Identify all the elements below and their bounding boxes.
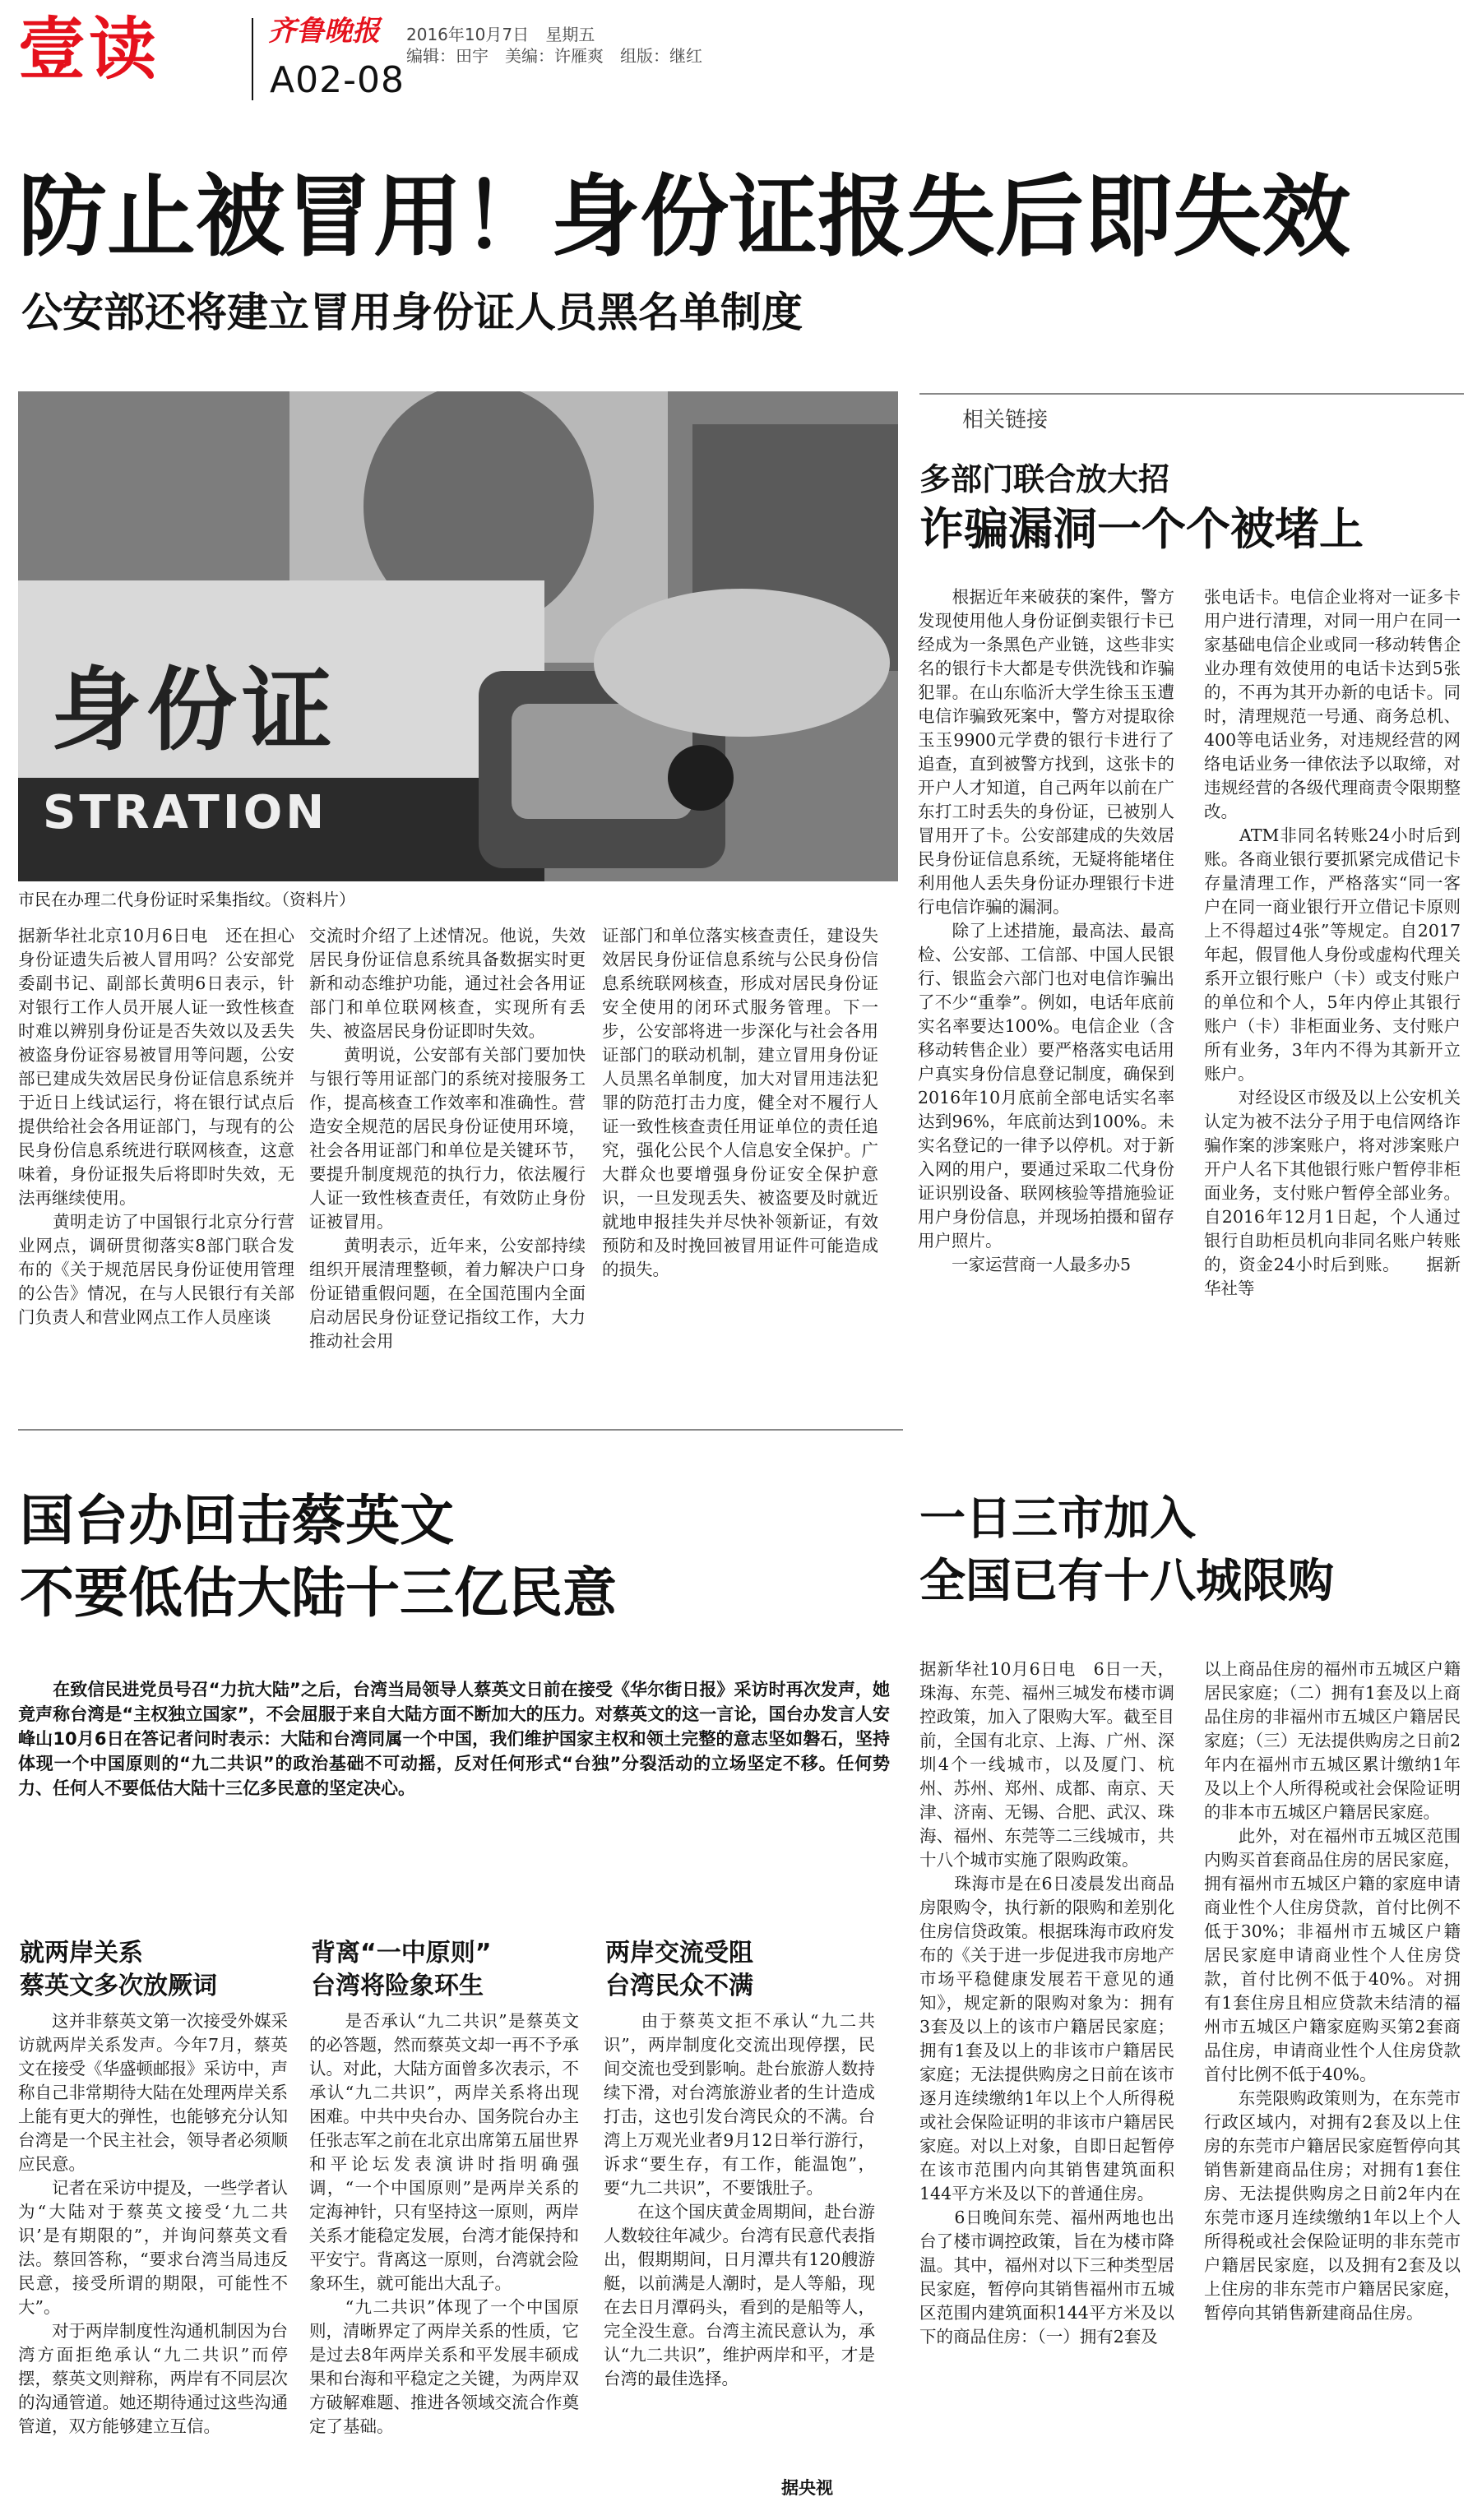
taiwan-sub1-title-1: 就两岸关系 [20, 1939, 143, 1967]
sidebar-title: 诈骗漏洞一个个被堵上 [919, 503, 1364, 555]
sidebar-column-1: 根据近年来破获的案件，警方发现使用他人身份证倒卖银行卡已经成为一条黑色产业链，这些非实名的银行卡大都是专供洗钱和诈骗犯罪。在山东临沂大学生徐玉玉遭电信诈骗致死案中，警方对提取徐玉玉9900元学费的银行卡进行了追查，直到被警方找到，这张卡的开户人才知道，自己两年以前在广东打工时丢失的身份证，已被别人冒用开了卡。公安部建成的失效居民身份证信息系统，无疑将能堵住利用他人丢失身份证办理银行卡进行电信诈骗的漏洞。 除了上述措施，最高法、最高检、公安部、工信部、中国人民银行、银监会六部门也对电信诈骗出了不少“重拳”。例如，电话年底前实名率要达100%。电信企业（含移动转售企业）要严格落实电话用户真实身份信息登记制度，确保到2016年10月底前全部电话实名率达到96%，年底前达到100%。未实名登记的一律予以停机。对于新入网的用户，要通过采取二代身份证识别设备、联网核验等措施验证用户身份信息，并现场拍摄和留存用户照片。 一家运营商一人最多办5 [918, 587, 1174, 1274]
housing-column-1: 据新华社10月6日电 6日一天，珠海、东莞、福州三城发布楼市调控政策，加入了限购大军。截至目前，全国有北京、上海、广州、深圳4个一线城市，以及厦门、杭州、苏州、郑州、成都、南京、天津、济南、无锡、合肥、武汉、珠海、福州、东莞等二三线城市，共十八个城市实施了限购政策。 珠海市是在6日凌晨发出商品房限购令，执行新的限购和差别化住房信贷政策。根据珠海市政府发布的《关于进一步促进我市房地产市场平稳健康发展若干意见的通知》，规定新的限购对象为：拥有3套及以上的该市户籍居民家庭；拥有1套及以上的非该市户籍居民家庭；无法提供购房之日前在该市逐月连续缴纳1年以上个人所得税或社会保险证明的非该市户籍居民家庭。对以上对象，自即日起暂停在该市范围内向其销售建筑面积144平方米及以下的普通住房。 6日晚间东莞、福州两地也出台了楼市调控政策，旨在为楼市降温。其中，福州对以下三种类型居民家庭，暂停向其销售福州市五城区范围内建筑面积144平方米及以下的商品住房：（一）拥有2套及 [919, 1659, 1174, 2347]
section-title: 壹读 [18, 11, 160, 89]
taiwan-sub1-body: 这并非蔡英文第一次接受外媒采访就两岸关系发声。今年7月，蔡英文在接受《华盛顿邮报》采访中，声称自己非常期待大陆在处理两岸关系上能有更大的弹性，也能够充分认知台湾是一个民主社会，领导者必须顺应民意。 记者在采访中提及，一些学者认为“大陆对于蔡英文接受‘九二共识’是有期限的”，并询问蔡英文看法。蔡回答称，“要求台湾当局违反民意，接受所谓的期限，可能性不大”。 对于两岸制度性沟通机制因为台湾方面拒绝承认“九二共识”而停摆，蔡英文则辩称，两岸有不同层次的沟通管道。她还期待通过这些沟通管道，双方能够建立互信。 [18, 2011, 288, 2436]
taiwan-sub2-body: 是否承认“九二共识”是蔡英文的必答题，然而蔡英文却一再不予承认。对此，大陆方面曾多次表示，不承认“九二共识”，两岸关系将出现困难。中共中央台办、国务院台办主任张志军之前在北京出席第五届世界和平论坛发表演讲时指明确强调，“一个中国原则”是两岸关系的定海神针，只有坚持这一原则，两岸关系才能稳定发展，台湾才能保持和平安宁。背离这一原则，台湾就会险象环生，就可能出大乱子。 “九二共识”体现了一个中国原则，清晰界定了两岸关系的性质，它是过去8年两岸关系和平发展丰硕成果和台海和平稳定之关键，为两岸双方破解难题、推进各领域交流合作奠定了基础。 [309, 2011, 579, 2436]
paper-logo: 齐鲁晚报 [268, 15, 380, 48]
housing-headline-2: 全国已有十八城限购 [919, 1555, 1334, 1608]
issue-date [406, 21, 595, 45]
editors: 编辑：田宇 美编：许雁爽 组版：继红 [406, 46, 702, 66]
taiwan-headline-1: 国台办回击蔡英文 [20, 1489, 454, 1552]
main-column-2: 交流时介绍了上述情况。他说，失效居民身份证信息系统具备数据实时更新和动态维护功能，通过社会各用证部门和单位联网核查，实现所有丢失、被盗居民身份证即时失效。 黄明说，公安部有关部门要加快与银行等用证部门的系统对接服务工作，提高核查工作效率和准确性。营造安全规范的居民身份证使用环境，社会各用证部门和单位是关键环节，要提升制度规范的执行力，依法履行人证一致性核查责任，有效防止身份证被冒用。 黄明表示，近年来，公安部持续组织开展清理整顿，着力解决户口身份证错重假问题，在全国范围内全面启动居民身份证登记指纹工作，大力推动社会用 [309, 926, 586, 1351]
main-subhead: 公安部还将建立冒用身份证人员黑名单制度 [21, 289, 803, 336]
taiwan-headline-2: 不要低估大陆十三亿民意 [20, 1561, 617, 1625]
taiwan-top-rule [18, 1429, 903, 1431]
taiwan-sub2-title-2: 台湾将险象环生 [311, 1972, 484, 2000]
sidebar-top-rule [919, 393, 1464, 395]
news-photo [18, 391, 898, 881]
sidebar-kicker: 多部门联合放大招 [919, 461, 1170, 497]
sidebar-column-2: 张电话卡。电信企业将对一证多卡用户进行清理，对同一用户在同一家基础电信企业或同一移动转售企业办理有效使用的电话卡达到5张的，不再为其开办新的电话卡。同时，清理规范一号通、商务总机、400等电话业务，对违规经营的网络电话业务一律依法予以取缔，对违规经营的各级代理商责令限期整改。 ATM非同名转账24小时后到账。各商业银行要抓紧完成借记卡存量清理工作，严格落实“同一客户在同一商业银行开立借记卡原则上不得超过4张”等规定。自2017年起，假冒他人身份或虚构代理关系开立银行账户（卡）或支付账户的单位和个人，5年内停止其银行账户（卡）非柜面业务、支付账户所有业务，3年内不得为其新开立账户。 对经设区市级及以上公安机关认定为被不法分子用于电信网络诈骗作案的涉案账户，将对涉案账户开户人名下其他银行账户暂停非柜面业务，支付账户暂停全部业务。自2016年12月1日起，个人通过银行自助柜员机向非同名账户转账的，资金24小时后到账。 据新华社等 [1204, 587, 1461, 1298]
sidebar-label: 相关链接 [962, 408, 1049, 432]
taiwan-sub3-title-2: 台湾民众不满 [605, 1972, 753, 2000]
date: 2016年10月7日 [406, 25, 530, 44]
masthead-divider [252, 18, 253, 100]
photo-sign-text-2: STRATION [43, 786, 328, 839]
weekday: 星期五 [545, 25, 595, 44]
main-column-3: 证部门和单位落实核查责任，建设失效居民身份证信息系统与公民身份信息系统联网核查，形成对居民身份证安全使用的闭环式服务管理。下一步，公安部将进一步深化与社会各用证部门的联动机制，建立冒用身份证人员黑名单制度，加大对冒用违法犯罪的防范打击力度，健全对不履行人证一致性核查责任用证单位的责任追究，强化公民个人信息安全保护。广大群众也要增强身份证安全保护意识，一旦发现丢失、被盗要及时就近就地申报挂失并尽快补领新证，有效预防和及时挽回被冒用证件可能造成的损失。 [602, 926, 878, 1279]
main-column-1: 据新华社北京10月6日电 还在担心身份证遗失后被人冒用吗？公安部党委副书记、副部长黄明6日表示，针对银行工作人员开展人证一致性核查时难以辨别身份证是否失效以及丢失被盗身份证容易被冒用等问题，公安部已建成失效居民身份证信息系统并于近日上线试运行，将在银行试点后提供给社会各用证部门，与现有的公民身份信息系统进行联网核查，这意味着，身份证报失后将即时失效，无法再继续使用。 黄明走访了中国银行北京分行营业网点，调研贯彻落实8部门联合发布的《关于规范居民身份证使用管理的公告》情况，在与人民银行有关部门负责人和营业网点工作人员座谈 [18, 926, 294, 1327]
taiwan-byline: 据央视 [781, 2478, 833, 2498]
taiwan-lead: 在致信民进党员号召“力抗大陆”之后，台湾当局领导人蔡英文日前在接受《华尔街日报》采访时再次发声，她竟声称台湾是“主权独立国家”，不会屈服于来自大陆方面不断加大的压力。对蔡英文的这一言论，国台办发言人安峰山10月6日在答记者问时表示：大陆和台湾同属一个中国，我们维护国家主权和领土完整的意志坚如磐石，坚持体现一个中国原则的“九二共识”的政治基础不可动摇，反对任何形式“台独”分裂活动的立场坚定不移。任何势力、任何人不要低估大陆十三亿多民意的坚定决心。 [18, 1680, 890, 1798]
page-number: A02-08 [270, 59, 405, 101]
taiwan-sub1-title-2: 蔡英文多次放厥词 [20, 1972, 217, 2000]
photo-caption: 市民在办理二代身份证时采集指纹。（资料片） [18, 890, 355, 909]
taiwan-sub2-title-1: 背离“一中原则” [311, 1939, 492, 1967]
taiwan-sub3-title-1: 两岸交流受阻 [605, 1939, 753, 1967]
housing-column-2: 以上商品住房的福州市五城区户籍居民家庭；（二）拥有1套及以上商品住房的非福州市五城区户籍居民家庭；（三）无法提供购房之日前2年内在福州市五城区累计缴纳1年及以上个人所得税或社会保险证明的非本市五城区户籍居民家庭。 此外，对在福州市五城区范围内购买首套商品住房的居民家庭，拥有福州市五城区户籍的家庭申请商业性个人住房贷款，首付比例不低于30%；非福州市五城区户籍居民家庭申请商业性个人住房贷款，首付比例不低于40%。对拥有1套住房且相应贷款未结清的福州市五城区户籍家庭购买第2套商品住房，申请商业性个人住房贷款首付比例不低于40%。 东莞限购政策则为，在东莞市行政区域内，对拥有2套及以上住房的东莞市户籍居民家庭暂停向其销售新建商品住房；对拥有1套住房、无法提供购房之日前2年内在东莞市逐月连续缴纳1年以上个人所得税或社会保险证明的非东莞市户籍居民家庭，以及拥有2套及以上住房的非东莞市户籍居民家庭，暂停向其销售新建商品住房。 [1204, 1659, 1461, 2323]
housing-headline-1: 一日三市加入 [919, 1492, 1196, 1546]
taiwan-sub3-body: 由于蔡英文拒不承认“九二共识”，两岸制度化交流出现停摆，民间交流也受到影响。赴台旅游人数持续下滑，对台湾旅游业者的生计造成打击，这也引发台湾民众的不满。台湾上万观光业者9月12日举行游行，诉求“要生存，有工作，能温饱”，要“九二共识”，不要饿肚子。 在这个国庆黄金周期间，赴台游人数较往年减少。台湾有民意代表指出，假期期间，日月潭共有120艘游艇，以前满是人潮时，是人等船，现在去日月潭码头，看到的是船等人，完全没生意。台湾主流民意认为，承认“九二共识”，维护两岸和平，才是台湾的最佳选择。 [604, 2011, 875, 2388]
main-headline: 防止被冒用！身份证报失后即失效 [18, 166, 1351, 269]
photo-sign-text: 身份证 [51, 658, 337, 763]
